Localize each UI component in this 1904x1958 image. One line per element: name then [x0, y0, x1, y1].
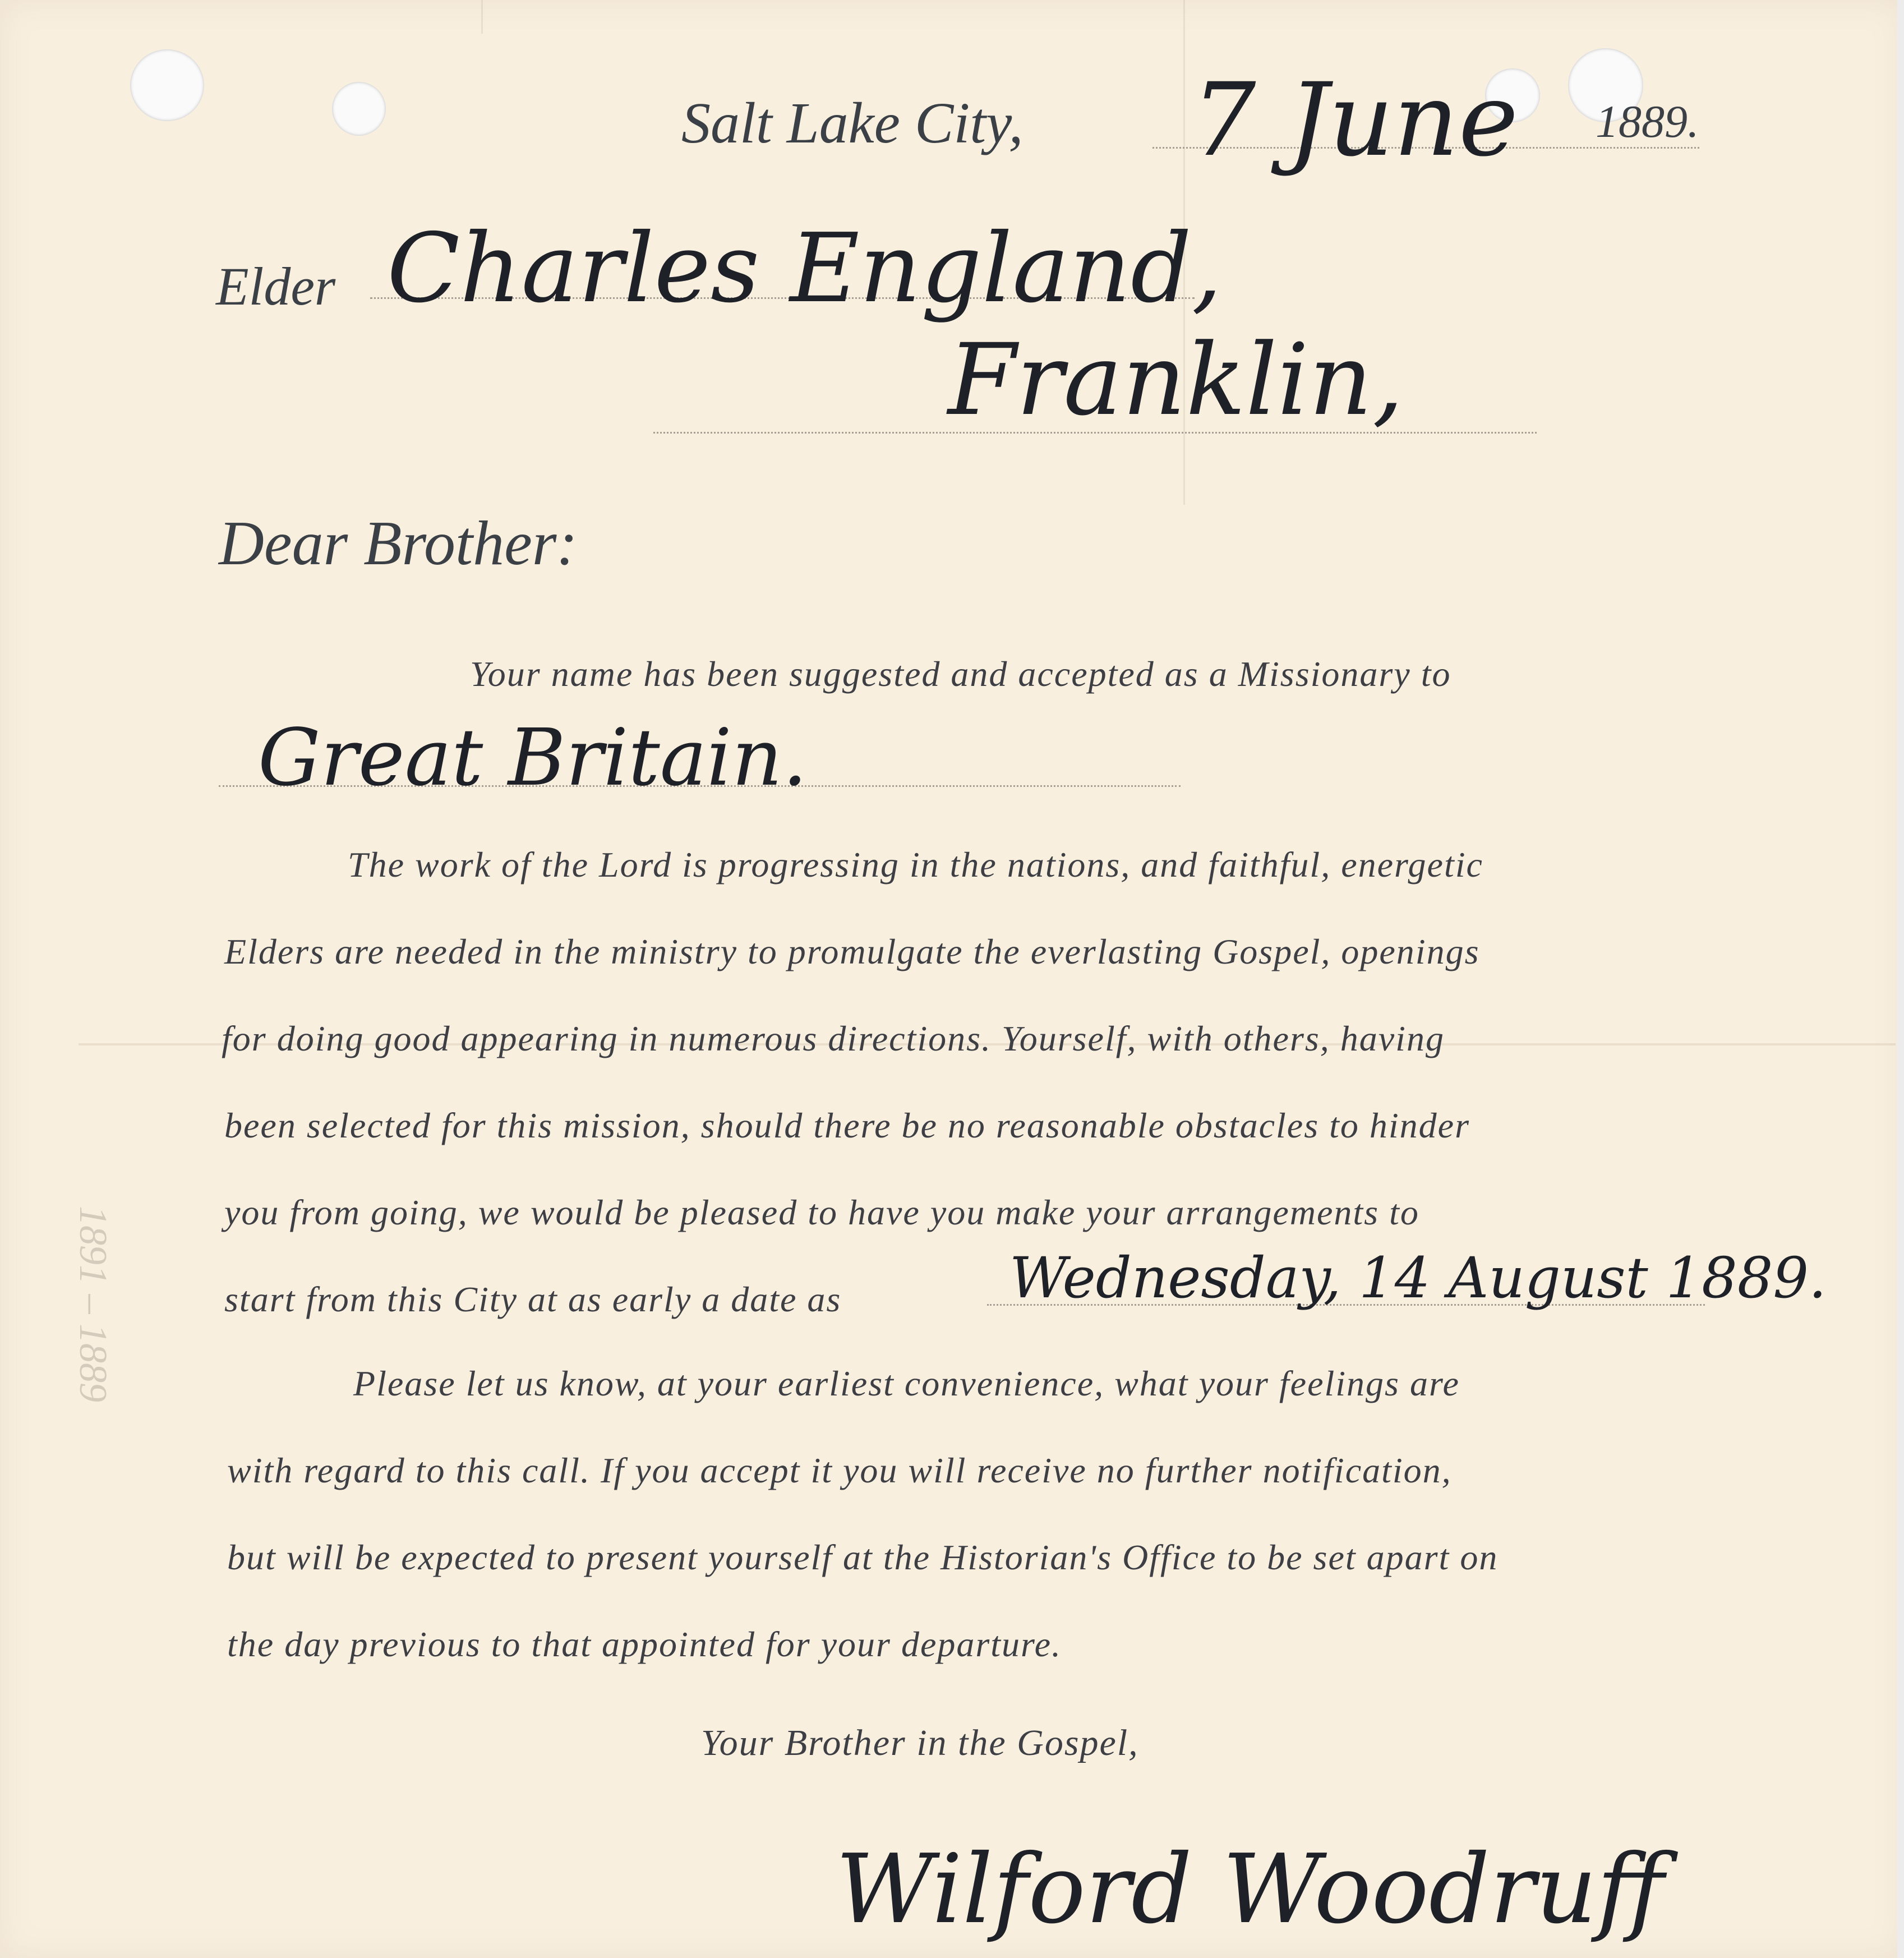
signature: Wilford Woodruff	[836, 1834, 1665, 1945]
body-line: for doing good appearing in numerous directions. Yourself, with others, having	[222, 1019, 1445, 1058]
fold-line	[481, 0, 483, 34]
body-line: The work of the Lord is progressing in the nations, and faithful, energetic	[348, 845, 1483, 884]
start-line: start from this City at as early a date as	[224, 1279, 842, 1319]
salutation: Dear Brother:	[219, 509, 578, 578]
closing-line: Please let us know, at your earliest convenience, what your feelings are	[353, 1363, 1460, 1403]
letterhead-city: Salt Lake City,	[681, 91, 1024, 155]
date-year: 1889.	[1596, 96, 1699, 147]
page-edge	[1897, 0, 1904, 1958]
closing-line: but will be expected to present yourself at the Historian's Office to be set apart on	[227, 1537, 1499, 1577]
offset-mark: 1891 – 1889	[71, 1206, 114, 1402]
body-line: Elders are needed in the ministry to promulgate the everlasting Gospel, openings	[224, 932, 1480, 971]
punch-hole	[332, 82, 386, 136]
punch-hole	[130, 49, 204, 121]
date-day-month: 7 June	[1192, 62, 1519, 179]
valediction: Your Brother in the Gospel,	[701, 1722, 1139, 1763]
start-date: Wednesday, 14 August 1889.	[1009, 1245, 1827, 1311]
mission-field: Great Britain.	[258, 712, 808, 804]
addressee-title: Elder	[216, 256, 336, 316]
intro-line: Your name has been suggested and accepted as a Missionary to	[470, 654, 1451, 694]
addressee-place: Franklin,	[948, 323, 1404, 437]
closing-line: the day previous to that appointed for your departure.	[227, 1624, 1062, 1664]
addressee-name: Charles England,	[387, 213, 1222, 324]
body-line: you from going, we would be pleased to have you make your arrangements to	[224, 1192, 1419, 1232]
body-line: been selected for this mission, should there be no reasonable obstacles to hinder	[224, 1105, 1470, 1145]
closing-line: with regard to this call. If you accept it you will receive no further notification,	[227, 1450, 1452, 1490]
